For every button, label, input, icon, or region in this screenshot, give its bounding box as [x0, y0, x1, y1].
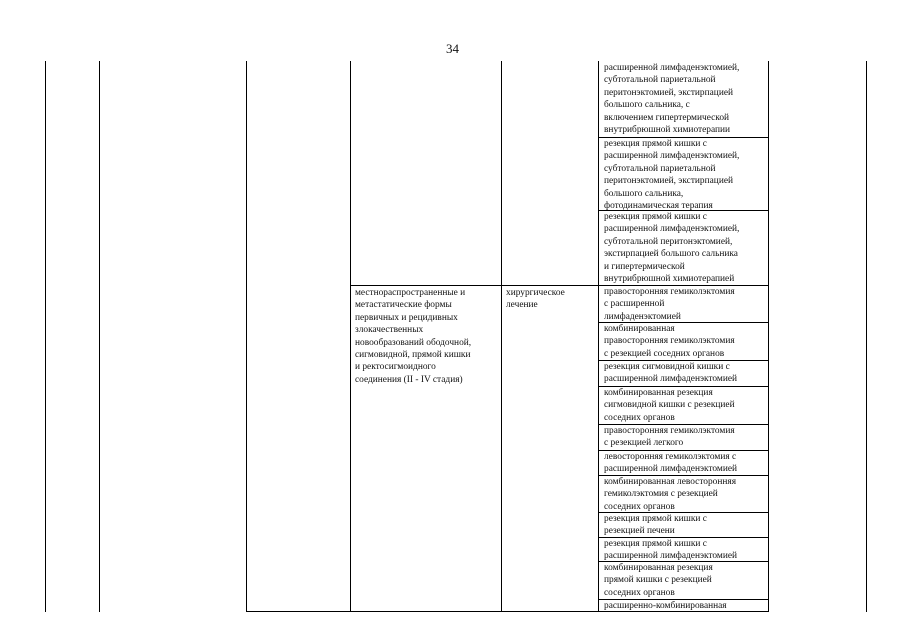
diagnosis-line: местнораспространенные и — [355, 288, 466, 298]
diagnosis-line: сигмовидной, прямой кишки — [355, 350, 471, 361]
table-vertical-rule — [866, 61, 867, 612]
treatment-type-line: хирургическое — [506, 288, 565, 298]
method-line: левосторонняя гемиколэктомия с — [604, 452, 737, 462]
method-cell — [604, 286, 766, 323]
method-line: с резекцией соседних органов — [604, 348, 725, 359]
diagnosis-line: новообразований ободочной, — [355, 337, 472, 348]
treatment-type-line: лечение — [506, 300, 538, 311]
method-cell — [604, 211, 766, 285]
method-line: расширенно-комбинированная — [604, 601, 727, 611]
method-line: фотодинамическая терапия — [604, 201, 713, 212]
method-line: субтотальной париетальной — [604, 163, 716, 174]
method-line: комбинированная левосторонняя — [604, 477, 737, 487]
method-line: соседних органов — [604, 501, 675, 512]
table-vertical-rule — [501, 61, 502, 612]
method-line: комбинированная резекция — [604, 563, 713, 573]
method-line: внутрибрюшной химиотерапии — [604, 125, 731, 136]
method-cell — [604, 361, 766, 386]
method-cell — [604, 323, 766, 360]
table-vertical-rule — [350, 61, 351, 612]
method-line: большого сальника, с — [604, 100, 690, 111]
method-line: резекция прямой кишки с — [604, 139, 707, 149]
method-cell — [604, 451, 766, 476]
method-line: большого сальника, — [604, 188, 684, 199]
method-cell — [604, 425, 766, 450]
method-line: с расширенной — [604, 299, 665, 310]
method-line: расширенной лимфаденэктомией — [604, 551, 738, 562]
method-line: и гипертермической — [604, 261, 685, 272]
method-line: расширенной лимфаденэктомией — [604, 464, 738, 475]
diagnosis-line: и ректосигмоидного — [355, 362, 436, 373]
method-cell — [604, 538, 766, 563]
method-line: правосторонняя гемиколэктомия — [604, 287, 735, 297]
method-line: резекция прямой кишки с — [604, 539, 707, 549]
method-line: расширенной лимфаденэктомией — [604, 374, 738, 385]
method-cell — [604, 513, 766, 538]
method-cell — [604, 562, 766, 599]
method-line: субтотальной париетальной — [604, 75, 716, 86]
method-line: расширенной лимфаденэктомией, — [604, 63, 740, 73]
method-line: расширенной лимфаденэктомией, — [604, 151, 740, 162]
method-line: с резекцией легкого — [604, 438, 684, 449]
diagnosis-line: первичных и рецидивных — [355, 312, 458, 323]
method-line: внутрибрюшной химиотерапией — [604, 274, 735, 285]
method-line: соседних органов — [604, 587, 675, 598]
method-line: резекция сигмовидной кишки с — [604, 362, 730, 372]
method-line: резекцией печени — [604, 526, 675, 537]
treatment-type-cell — [506, 287, 596, 312]
page-number: 34 — [446, 41, 459, 56]
method-line: включением гипертермической — [604, 112, 730, 123]
method-line: прямой кишки с резекцией — [604, 575, 712, 586]
method-cell — [604, 138, 766, 212]
method-line: соседних органов — [604, 412, 675, 423]
method-line: правосторонняя гемиколэктомия — [604, 336, 735, 347]
table-vertical-rule — [99, 61, 100, 612]
method-line: лимфаденэктомией — [604, 311, 681, 322]
method-line: комбинированная резекция — [604, 388, 713, 398]
method-cell — [604, 387, 766, 424]
method-line: экстирпацией большого сальника — [604, 249, 738, 260]
method-line: перитонэктомией, экстирпацией — [604, 176, 734, 187]
table-vertical-rule — [45, 61, 46, 612]
diagnosis-line: злокачественных — [355, 325, 424, 336]
method-line: расширенной лимфаденэктомией, — [604, 224, 740, 235]
method-line: гемиколэктомия с резекцией — [604, 489, 718, 500]
method-cell — [604, 62, 766, 136]
method-line: субтотальной перитонэктомией, — [604, 236, 733, 247]
table-vertical-rule — [768, 61, 769, 612]
method-line: сигмовидной кишки с резекцией — [604, 400, 735, 411]
diagnosis-cell — [355, 287, 500, 386]
method-line: резекция прямой кишки с — [604, 212, 707, 222]
method-line: комбинированная — [604, 324, 675, 334]
method-cell — [604, 600, 766, 612]
diagnosis-line: соединения (II - IV стадия) — [355, 374, 463, 385]
table-vertical-rule — [246, 61, 247, 612]
method-cell — [604, 476, 766, 513]
diagnosis-line: метастатические формы — [355, 300, 452, 311]
table-vertical-rule — [598, 61, 599, 612]
method-line: перитонэктомией, экстирпацией — [604, 87, 734, 98]
method-line: правосторонняя гемиколэктомия — [604, 426, 735, 436]
method-line: резекция прямой кишки с — [604, 514, 707, 524]
